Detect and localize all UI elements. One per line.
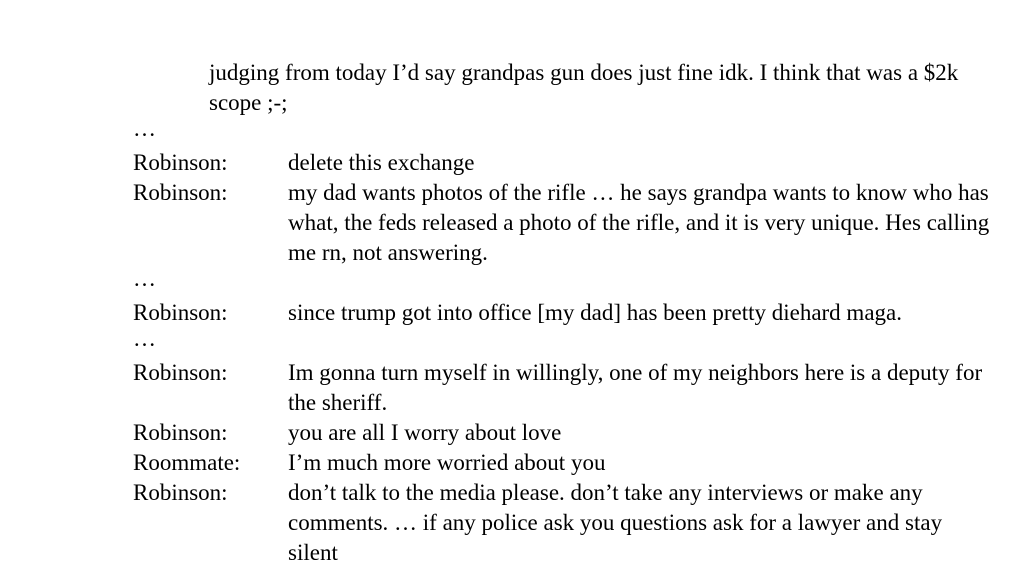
speaker-label: Robinson: — [133, 420, 228, 445]
transcript-line — [133, 418, 1024, 448]
intro-message: judging from today I’d say grandpas gun does just fine idk. I think that was a $2k scope ;-; — [209, 60, 959, 115]
speaker-label: Robinson: — [133, 180, 228, 205]
document-page — [0, 58, 1024, 568]
omission-ellipsis: … — [133, 266, 156, 291]
speaker-label: Robinson: — [133, 300, 228, 325]
transcript-line — [133, 358, 1024, 418]
message-text: I’m much more worried about you — [288, 450, 606, 475]
speaker-label: Robinson: — [133, 360, 228, 385]
transcript-line — [133, 148, 1024, 178]
message-text: delete this exchange — [288, 150, 475, 175]
speaker-label: Robinson: — [133, 480, 228, 505]
speaker-label: Roommate: — [133, 450, 241, 475]
message-text: since trump got into office [my dad] has been pretty diehard maga. — [288, 300, 902, 325]
message-text: you are all I worry about love — [288, 420, 562, 445]
omission-ellipsis: … — [133, 116, 156, 141]
omission-ellipsis: … — [133, 326, 156, 351]
transcript-line — [133, 478, 1024, 568]
transcript-line — [133, 298, 1024, 328]
message-text: don’t talk to the media please. don’t take any interviews or make any comments. … if any police ask you questions ask for a lawyer and stay silent — [288, 480, 943, 565]
speaker-label: Robinson: — [133, 150, 228, 175]
message-text: Im gonna turn myself in willingly, one of my neighbors here is a deputy for the sheriff. — [288, 360, 983, 415]
transcript-line — [133, 448, 1024, 478]
transcript-line — [133, 178, 1024, 268]
message-text: my dad wants photos of the rifle … he says grandpa wants to know who has what, the feds released a photo of the rifle, and it is very unique. Hes calling me rn, not answering. — [288, 180, 990, 265]
